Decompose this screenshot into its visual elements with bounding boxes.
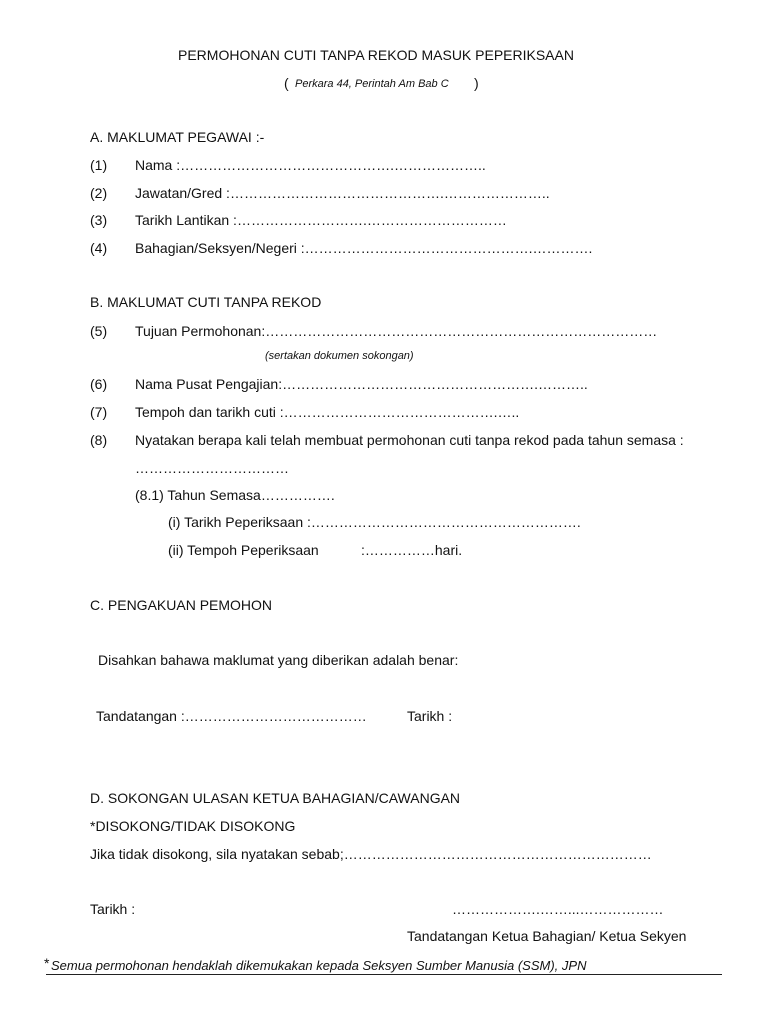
- application-count-answer: ……………………………: [135, 460, 289, 476]
- applicant-date-field: Tarikh :: [407, 708, 453, 724]
- section-b-heading: B. MAKLUMAT CUTI TANPA REKOD: [90, 294, 322, 310]
- nama-field: Nama :……………………………………….………………..: [135, 157, 486, 173]
- item-number: (1): [90, 157, 108, 173]
- applicant-signature-field: Tandatangan :…………………………………: [96, 708, 367, 724]
- declaration-statement: Disahkan bahawa maklumat yang diberikan adalah benar:: [98, 652, 459, 668]
- reference-text: Perkara 44, Perintah Am Bab C: [295, 78, 449, 90]
- item-number: (8): [90, 432, 108, 448]
- tujuan-permohonan-field: Tujuan Permohonan:…………………………………………………………………………: [135, 323, 658, 339]
- item-number: (4): [90, 240, 108, 256]
- item-number: (7): [90, 404, 108, 420]
- item-number: (5): [90, 323, 108, 339]
- item-number: (3): [90, 212, 108, 228]
- head-signature-line: ……………….……...………………: [452, 901, 664, 917]
- section-d-heading: D. SOKONGAN ULASAN KETUA BAHAGIAN/CAWANGAN: [90, 790, 461, 806]
- head-signature-label: Tandatangan Ketua Bahagian/ Ketua Sekyen: [407, 928, 687, 944]
- form-title: PERMOHONAN CUTI TANPA REKOD MASUK PEPERIKSAAN: [178, 47, 574, 63]
- support-options: *DISOKONG/TIDAK DISOKONG: [90, 818, 296, 834]
- footer-rule: [46, 974, 722, 975]
- section-c-heading: C. PENGAKUAN PEMOHON: [90, 597, 273, 613]
- tarikh-peperiksaan-field: (i) Tarikh Peperiksaan :………………………………………………….: [168, 514, 581, 530]
- supporting-document-note: (sertakan dokumen sokongan): [265, 350, 414, 362]
- tempoh-peperiksaan-label: (ii) Tempoh Peperiksaan: [168, 542, 319, 558]
- reference-close-paren: ): [474, 75, 479, 91]
- section-a-heading: A. MAKLUMAT PEGAWAI :-: [90, 129, 265, 145]
- reference-open-paren: (: [284, 75, 289, 91]
- jawatan-gred-field: Jawatan/Gred :……………………………………….…………………..: [135, 185, 550, 201]
- tahun-semasa-field: (8.1) Tahun Semasa…………….: [135, 487, 335, 503]
- item-number: (6): [90, 376, 108, 392]
- head-date-field: Tarikh :: [90, 901, 136, 917]
- nama-pusat-pengajian-field: Nama Pusat Pengajian:……………………………………………….………..: [135, 376, 588, 392]
- item-number: (2): [90, 185, 108, 201]
- rejection-reason-field: Jika tidak disokong, sila nyatakan sebab;…………………………………………………………: [90, 846, 652, 862]
- tempoh-peperiksaan-field: :……………hari.: [361, 542, 463, 558]
- application-count-question: Nyatakan berapa kali telah membuat permohonan cuti tanpa rekod pada tahun semasa :: [135, 432, 684, 448]
- tempoh-tarikh-cuti-field: Tempoh dan tarikh cuti :……………………………………….…..: [135, 404, 520, 420]
- footnote-text: Semua permohonan hendaklah dikemukakan kepada Seksyen Sumber Manusia (SSM), JPN: [51, 958, 587, 973]
- bahagian-seksyen-negeri-field: Bahagian/Seksyen/Negeri :………………………………………….………….: [135, 240, 593, 256]
- footnote-asterisk: *: [44, 955, 50, 971]
- tarikh-lantikan-field: Tarikh Lantikan :……………………….…………………………: [135, 212, 507, 228]
